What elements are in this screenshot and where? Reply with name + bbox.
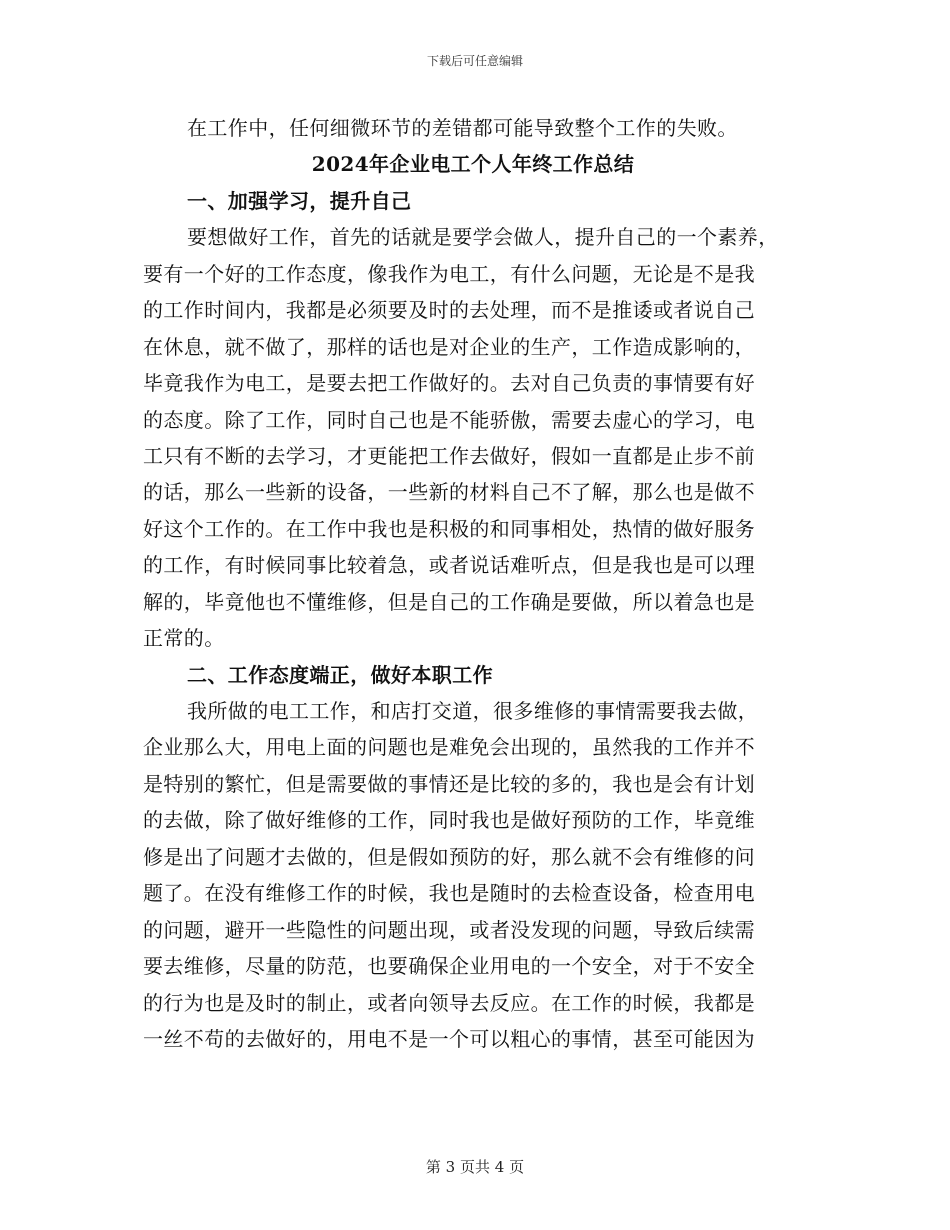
page-header: 下载后可任意编辑 [426,54,523,68]
paragraph-line: 要有一个好的工作态度，像我作为电工，有什么问题，无论是不是我 [143,261,755,286]
section-heading-2: 二、工作态度端正，做好本职工作 [187,662,493,687]
paragraph-line: 的行为也是及时的制止，或者向领导去反应。在工作的时候，我都是 [143,990,755,1015]
document-body [143,110,803,1057]
paragraph-line: 修是出了问题才去做的，但是假如预防的好，那么就不会有维修的问 [143,844,755,869]
paragraph-line: 的工作时间内，我都是必须要及时的去处理，而不是推诿或者说自己 [143,298,755,323]
paragraph-line: 在休息，就不做了，那样的话也是对企业的生产，工作造成影响的， [143,334,755,359]
paragraph-line: 一丝不苟的去做好的，用电不是一个可以粗心的事情，甚至可能因为 [143,1026,755,1051]
section-heading-1: 一、加强学习，提升自己 [187,188,412,213]
paragraph-line: 题了。在没有维修工作的时候，我也是随时的去检查设备，检查用电 [143,881,755,906]
paragraph-line: 企业那么大，用电上面的问题也是难免会出现的，虽然我的工作并不 [143,735,755,760]
paragraph-line: 的工作，有时候同事比较着急，或者说话难听点，但是我也是可以理 [143,553,755,578]
paragraph-line: 我所做的电工工作，和店打交道，很多维修的事情需要我去做， [187,699,759,723]
paragraph-line: 的话，那么一些新的设备，一些新的材料自己不了解，那么也是做不 [143,480,755,505]
paragraph-line: 毕竟我作为电工，是要去把工作做好的。去对自己负责的事情要有好 [143,371,755,396]
paragraph-line: 解的，毕竟他也不懂维修，但是自己的工作确是要做，所以着急也是 [143,589,755,614]
paragraph-line: 是特别的繁忙，但是需要做的事情还是比较的多的，我也是会有计划 [143,771,755,796]
page-footer: 第 3 页共 4 页 [425,1158,525,1176]
paragraph-line: 要去维修，尽量的防范，也要确保企业用电的一个安全，对于不安全 [143,954,755,979]
paragraph-line: 工只有不断的去学习，才更能把工作去做好，假如一直都是止步不前 [143,443,755,468]
paragraph-line: 好这个工作的。在工作中我也是积极的和同事相处，热情的做好服务 [143,516,755,541]
paragraph-line: 要想做好工作，首先的话就是要学会做人，提升自己的一个素养， [187,225,779,250]
paragraph-line: 正常的。 [143,626,225,651]
paragraph-line: 的态度。除了工作，同时自己也是不能骄傲，需要去虚心的学习，电 [143,407,755,432]
paragraph-line: 的问题，避开一些隐性的问题出现，或者没发现的问题，导致后续需 [143,917,755,942]
paragraph-line: 在工作中，任何细微环节的差错都可能导致整个工作的失败。 [187,116,738,140]
document-title: 2024年企业电工个人年终工作总结 [311,152,635,177]
paragraph-line: 的去做，除了做好维修的工作，同时我也是做好预防的工作，毕竟维 [143,808,755,833]
